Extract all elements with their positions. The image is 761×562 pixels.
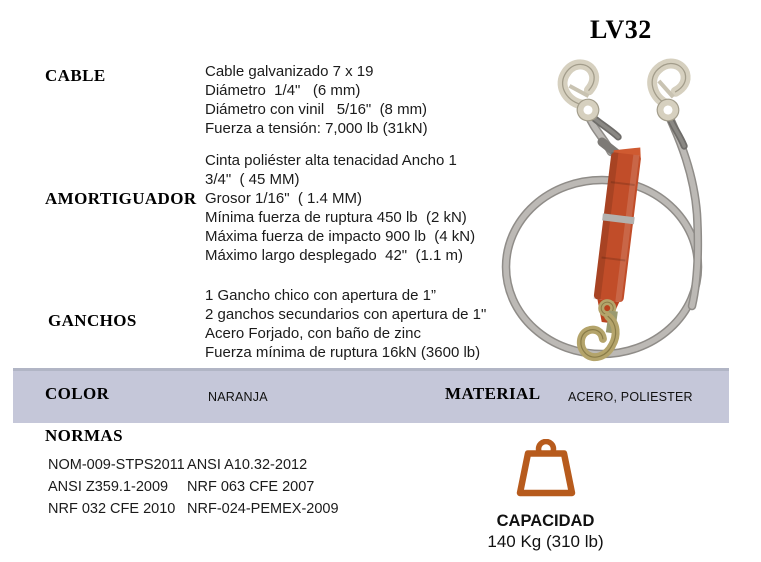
color-label: COLOR	[45, 384, 110, 403]
spec-line: Cinta poliéster alta tenacidad Ancho 1	[205, 152, 457, 169]
norma-item: ANSI A10.32-2012	[187, 457, 308, 473]
product-photo	[498, 52, 758, 368]
spec-line: Máxima fuerza de impacto 900 lb (4 kN)	[205, 228, 476, 245]
normas-list	[48, 454, 339, 520]
cable-specs	[205, 62, 515, 138]
capacity-block	[473, 439, 618, 552]
weight-icon	[508, 439, 584, 499]
spec-line: Máximo largo desplegado 42" (1.1 m)	[205, 247, 463, 264]
color-value: NARANJA	[208, 390, 268, 404]
normas-row	[48, 476, 339, 498]
shock-absorber	[590, 144, 643, 325]
top-snap-hook-left	[556, 59, 625, 149]
norma-item: NRF 063 CFE 2007	[187, 479, 315, 495]
product-model-title: LV32	[590, 15, 652, 44]
spec-line: 3/4" ( 45 MM)	[205, 171, 300, 188]
norma-item: NRF-024-PEMEX-2009	[187, 501, 339, 517]
material-label: MATERIAL	[445, 384, 541, 403]
section-label-cable: CABLE	[45, 66, 106, 85]
spec-line: Grosor 1/16" ( 1.4 MM)	[205, 190, 363, 207]
capacity-label: CAPACIDAD	[496, 512, 595, 530]
top-snap-hook-right	[650, 62, 696, 150]
spec-line: Fuerza a tensión: 7,000 lb (31kN)	[205, 120, 428, 137]
normas-label: NORMAS	[45, 426, 123, 445]
ganchos-specs	[205, 286, 515, 362]
spec-line: Diámetro con vinil 5/16" (8 mm)	[205, 101, 428, 118]
norma-item: NOM-009-STPS2011	[48, 457, 185, 473]
norma-item: NRF 032 CFE 2010	[48, 501, 176, 517]
lanyard-photo-illustration	[498, 52, 758, 368]
section-label-amortiguador: AMORTIGUADOR	[45, 189, 197, 208]
amortiguador-specs	[205, 151, 515, 265]
spec-line: Fuerza mínima de ruptura 16kN (3600 lb)	[205, 344, 481, 361]
spec-line: Diámetro 1/4" (6 mm)	[205, 82, 361, 99]
normas-row	[48, 498, 339, 520]
spec-line: 1 Gancho chico con apertura de 1”	[205, 287, 436, 304]
capacity-value: 140 Kg (310 lb)	[487, 532, 604, 551]
spec-line: Cable galvanizado 7 x 19	[205, 63, 374, 80]
normas-row	[48, 454, 339, 476]
spec-line: Mínima fuerza de ruptura 450 lb (2 kN)	[205, 209, 467, 226]
spec-line: Acero Forjado, con baño de zinc	[205, 325, 421, 342]
norma-item: ANSI Z359.1-2009	[48, 479, 169, 495]
material-value: ACERO, POLIESTER	[568, 390, 693, 404]
spec-line: 2 ganchos secundarios con apertura de 1"	[205, 306, 487, 323]
section-label-ganchos: GANCHOS	[48, 311, 137, 330]
